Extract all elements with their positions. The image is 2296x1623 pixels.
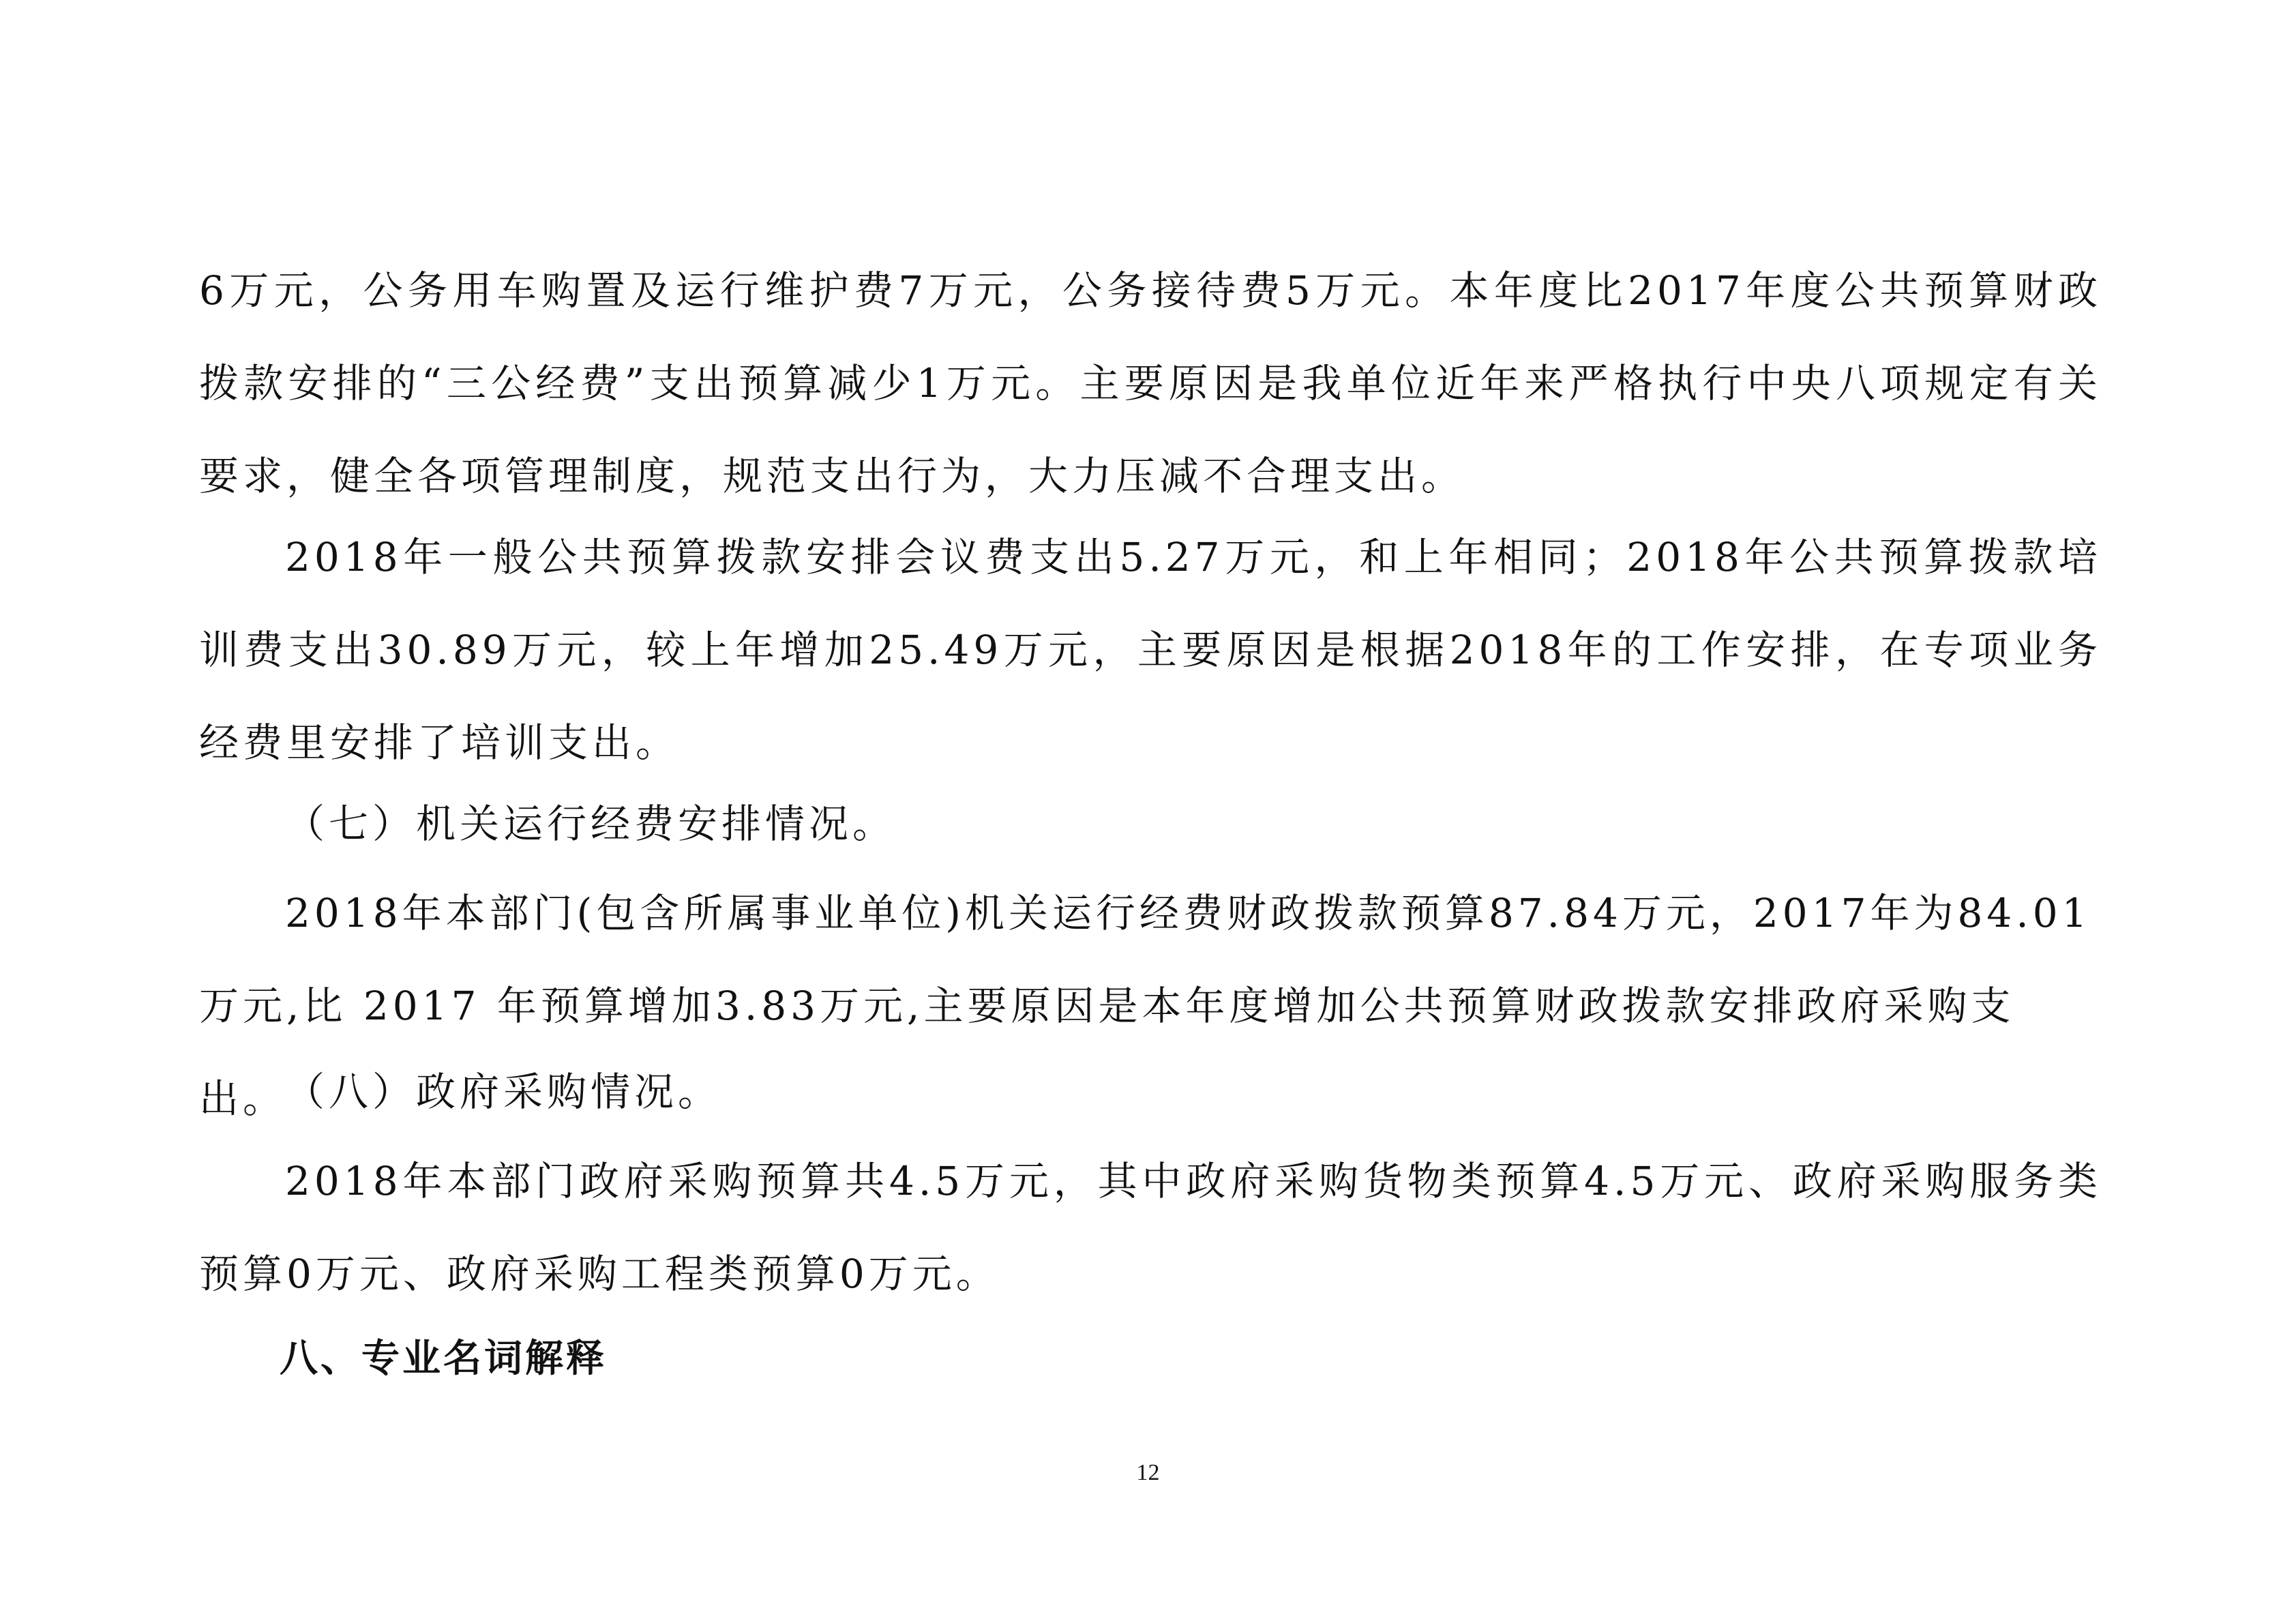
subheading-agency-operating-expenses: （七）机关运行经费安排情况。 [285,801,897,847]
paragraph-government-procurement: 2018年本部门政府采购预算共4.5万元，其中政府采购货物类预算4.5万元、政府采购服务类预算0万元、政府采购工程类预算0万元。 [199,1158,2102,1297]
paragraph-meeting-training-expenses: 2018年一般公共预算拨款安排会议费支出5.27万元，和上年相同；2018年公共预算拨款培训费支出30.89万元，较上年增加25.49万元，主要原因是根据2018年的工作安排，在专项业务经费里安排了培训支出。 [199,534,2102,766]
subheading-government-procurement: （八）政府采购情况。 [285,1069,722,1115]
paragraph-three-public-expenses: 6万元，公务用车购置及运行维护费7万元，公务接待费5万元。本年度比2017年度公共预算财政拨款安排的“三公经费”支出预算减少1万元。主要原因是我单位近年来严格执行中央八项规定有关要求，健全各项管理制度，规范支出行为，大力压减不合理支出。 [199,267,2102,499]
section-heading-terminology: 八、专业名词解释 [280,1337,607,1381]
paragraph-agency-operating-expenses: 2018年本部门(包含所属事业单位)机关运行经费财政拨款预算87.84万元，2017年为84.01 万元,比 2017 年预算增加3.83万元,主要原因是本年度增加公共预算财政拨款安排政府采购支出。 [199,890,2091,1122]
page-number: 12 [1136,1460,1160,1485]
